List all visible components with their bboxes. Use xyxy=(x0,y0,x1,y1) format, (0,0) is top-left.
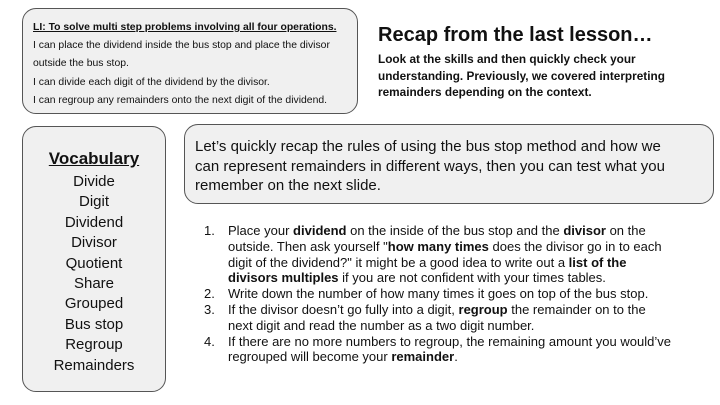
recap-line: Look at the skills and then quickly check your xyxy=(378,52,636,66)
recap-description xyxy=(378,51,665,101)
vocabulary-item: Remainders xyxy=(53,356,135,374)
vocabulary-item: Share xyxy=(73,275,115,293)
recap-line: understanding. Previously, we covered interpreting xyxy=(378,68,665,83)
vocabulary-item: Dividend xyxy=(64,213,124,231)
step-number: 1. xyxy=(204,223,215,238)
vocabulary-item: Bus stop xyxy=(64,315,124,333)
keyword: how many times xyxy=(387,238,489,254)
step-item: 2. Write down the number of how many times it goes on top of the bus stop. xyxy=(204,286,649,302)
step-number: 3. xyxy=(204,301,215,317)
recap-line: remainders depending on the context. xyxy=(378,85,592,99)
vocabulary-item: Digit xyxy=(78,193,109,211)
vocabulary-item: Divide xyxy=(73,173,115,190)
step-item: 3. If the divisor doesn’t go fully into a digit, regroup the remainder on to the next digit and read the number as a two digit number. xyxy=(204,301,646,333)
success-criterion: I can regroup any remainders onto the next digit of the dividend. xyxy=(33,94,328,106)
vocabulary-item: Regroup xyxy=(65,336,123,354)
recap-title: Recap from the last lesson… xyxy=(378,24,653,46)
vocabulary-item: Grouped xyxy=(64,295,124,313)
step-item: 4. If there are no more numbers to regroup, the remaining amount you would’ve regrouped will become your remainder. xyxy=(204,333,671,365)
step-number: 4. xyxy=(204,333,215,349)
success-criterion: outside the bus stop. xyxy=(33,58,129,70)
keyword: divisor xyxy=(563,223,606,238)
keyword: dividend xyxy=(293,223,347,238)
intro-line: can represent remainders in different ways, then you can test what you xyxy=(195,157,665,175)
intro-line: Let’s quickly recap the rules of using the bus stop method and how we xyxy=(195,138,661,155)
steps-list xyxy=(204,223,716,365)
vocabulary-item: Quotient xyxy=(65,254,123,272)
success-criterion: I can place the dividend inside the bus stop and place the divisor xyxy=(33,40,330,52)
keyword: list of the xyxy=(568,254,627,270)
learning-objectives-box xyxy=(22,8,358,114)
keyword: divisors multiples xyxy=(228,270,339,286)
vocabulary-title: Vocabulary xyxy=(48,149,140,168)
keyword: regroup xyxy=(458,301,508,317)
success-criterion: I can divide each digit of the dividend by the divisor. xyxy=(33,76,270,88)
vocabulary-item: Divisor xyxy=(71,234,117,252)
step-number: 2. xyxy=(204,286,215,302)
learning-intention-title: LI: To solve multi step problems involving all four operations. xyxy=(33,22,337,33)
keyword: remainder xyxy=(391,349,455,365)
vocabulary-box xyxy=(22,126,166,392)
intro-box xyxy=(184,124,714,204)
intro-line: remember on the next slide. xyxy=(195,177,381,194)
step-item: 1. Place your dividend on the inside of the bus stop and the divisor on the outside. Then ask yourself "how many times does the divisor go in to each digit of the dividend?" it might be a good idea to write out a list of the divisors multiples if you are not confident with your times tables. xyxy=(204,223,662,286)
